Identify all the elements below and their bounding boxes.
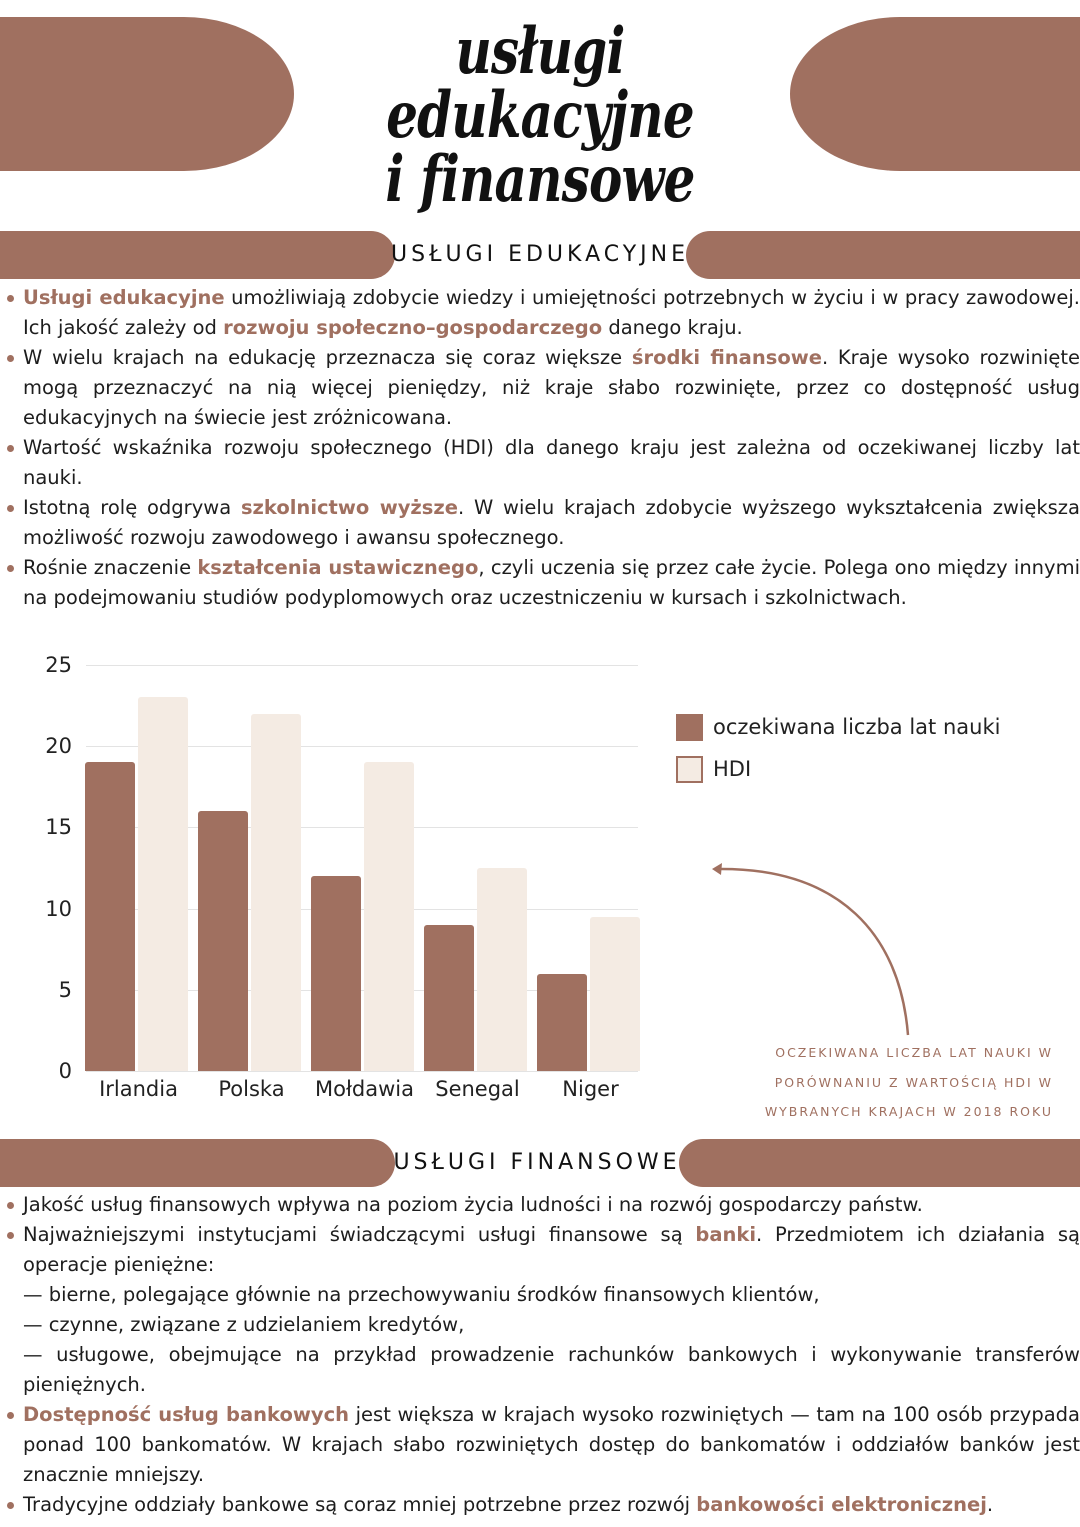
x-tick-label: Polska — [218, 1077, 285, 1101]
dash-item: — bierne, polegające głównie na przechowywaniu środków finansowych klientów, — [23, 1283, 820, 1306]
text: , czyli uczenia się przez całe życie. Polega ono między innymi na podejmowaniu studiów podyplomowych oraz uczestniczeniu w kursach i szkolnictwach. — [23, 556, 1080, 609]
highlight: kształcenia ustawicznego — [197, 556, 479, 579]
bullet-item — [6, 1190, 1080, 1220]
legend-item-hdi — [676, 748, 1000, 790]
bar-years — [311, 876, 361, 1071]
y-tick-label: 0 — [58, 1059, 72, 1083]
education-bullets — [6, 283, 1080, 613]
chart-legend — [676, 706, 1000, 790]
text: W wielu krajach na edukację przeznacza się coraz większe — [23, 346, 632, 369]
text: . Kraje wysoko rozwinięte mogą przeznaczyć na nią więcej pieniędzy, niż kraje słabo rozwinięte, przez co dostępność usług edukacyjnych na świecie jest zróżnicowana. — [23, 346, 1080, 429]
bullet-item — [6, 553, 1080, 613]
bar-chart — [0, 640, 660, 1120]
page-title — [329, 14, 750, 217]
text: Najważniejszymi instytucjami świadczącymi usługi finansowe są — [23, 1223, 696, 1246]
legend-swatch-dark — [676, 714, 703, 741]
page-title-line1: usługi edukacyjne — [386, 14, 694, 153]
text: . — [986, 1493, 994, 1516]
section-decor-right — [679, 1139, 1080, 1187]
text: danego kraju. — [602, 316, 743, 339]
highlight: Usługi edukacyjne — [23, 286, 225, 309]
bar-hdi — [251, 714, 301, 1071]
dash-item: — usługowe, obejmujące na przykład prowadzenie rachunków bankowych i wykonywanie transferów pieniężnych. — [23, 1343, 1080, 1396]
legend-item-years — [676, 706, 1000, 748]
highlight: bankowości elektronicznej — [696, 1493, 987, 1516]
bullet-item — [6, 433, 1080, 493]
y-tick-label: 5 — [58, 977, 72, 1002]
text: Wartość wskaźnika rozwoju społecznego (HDI) dla danego kraju jest zależna od oczekiwanej liczby lat nauki. — [23, 436, 1080, 489]
text: . Przedmiotem ich działania są operacje pieniężne: — [23, 1223, 1080, 1276]
bar-hdi — [477, 868, 527, 1071]
text: Jakość usług finansowych wpływa na poziom życia ludności i na rozwój gospodarczy państw. — [23, 1193, 923, 1216]
highlight: Dostępność usług bankowych — [23, 1403, 350, 1426]
highlight: rozwoju społeczno–gospodarczego — [223, 316, 603, 339]
bar-hdi — [138, 697, 188, 1071]
dash-item: — czynne, związane z udzielaniem kredytów, — [23, 1313, 465, 1336]
legend-label: HDI — [713, 757, 752, 781]
x-tick-label: Senegal — [435, 1077, 520, 1101]
highlight: szkolnictwo wyższe — [240, 496, 458, 519]
bullet-item — [6, 343, 1080, 433]
section-title-finance: USŁUGI FINANSOWE — [393, 1150, 681, 1175]
highlight: środki finansowe — [631, 346, 822, 369]
gridline — [86, 665, 638, 666]
chart-caption — [740, 1038, 1053, 1127]
text: jest większa w krajach wysoko rozwiniętych — tam na 100 osób przypada ponad 100 bankomatów. W krajach słabo rozwiniętych dostęp do bankomatów i oddziałów banków jest znacznie mniejszy. — [23, 1403, 1080, 1486]
legend-swatch-light — [676, 756, 703, 783]
bullet-item — [6, 1490, 1080, 1520]
text: . W wielu krajach zdobycie wyższego wykształcenia zwiększa możliwość rozwoju zawodowego i awansu społecznego. — [23, 496, 1080, 549]
y-tick-label: 15 — [45, 815, 72, 840]
text: Tradycyjne oddziały bankowe są coraz mniej potrzebne przez rozwój — [23, 1493, 697, 1516]
bar-hdi — [590, 917, 640, 1071]
page-title-line2: i finansowe — [385, 142, 695, 217]
y-tick-label: 25 — [45, 653, 72, 677]
x-tick-label: Irlandia — [99, 1077, 178, 1101]
bar-years — [85, 762, 135, 1071]
text: umożliwiają zdobycie wiedzy i umiejętności potrzebnych w życiu i w pracy zawodowej. Ich jakość zależy od — [23, 286, 1080, 339]
caption-line: WYBRANYCH KRAJACH W 2018 ROKU — [764, 1104, 1053, 1119]
y-tick-label: 10 — [45, 896, 72, 921]
section-decor-right — [686, 231, 1080, 279]
highlight: banki — [695, 1223, 757, 1246]
bar-years — [424, 925, 474, 1071]
x-tick-label: Mołdawia — [314, 1077, 414, 1101]
gridline — [86, 1071, 638, 1072]
bullet-item — [6, 1400, 1080, 1490]
text: Rośnie znaczenie — [23, 556, 198, 579]
section-decor-left — [0, 1139, 395, 1187]
bar-years — [198, 811, 248, 1071]
y-tick-label: 20 — [45, 734, 72, 759]
bar-years — [537, 974, 587, 1071]
text: Istotną rolę odgrywa — [23, 496, 241, 519]
x-tick-label: Niger — [562, 1077, 619, 1101]
finance-bullets — [6, 1190, 1080, 1520]
caption-line: PORÓWNANIU Z WARTOŚCIĄ HDI W — [774, 1074, 1053, 1090]
caption-line: OCZEKIWANA LICZBA LAT NAUKI W — [775, 1045, 1053, 1060]
curved-arrow-icon — [700, 855, 930, 1045]
header-decor-left — [0, 17, 294, 171]
bullet-item — [6, 283, 1080, 343]
legend-label: oczekiwana liczba lat nauki — [713, 715, 1001, 739]
header-decor-right — [790, 17, 1080, 171]
bar-hdi — [364, 762, 414, 1071]
bullet-item — [6, 1220, 1080, 1280]
section-decor-left — [0, 231, 395, 279]
bullet-item — [6, 493, 1080, 553]
section-title-education: USŁUGI EDUKACYJNE — [391, 242, 689, 267]
